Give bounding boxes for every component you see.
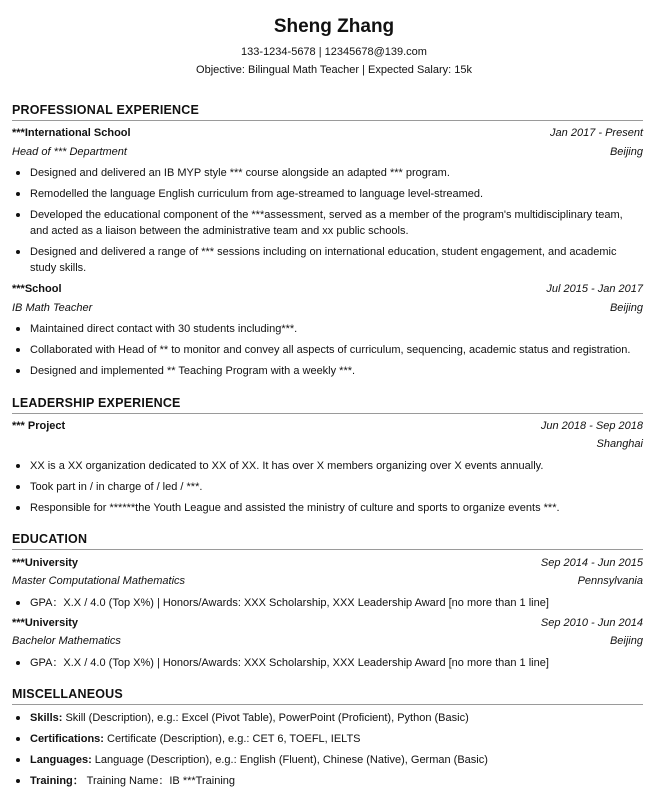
list-item: [12, 321, 643, 337]
bullet-text: Collaborated with Head of ** to monitor and convey all aspects of curriculum, sequencing, academic status and registration.: [30, 344, 631, 356]
bullet-icon: [16, 464, 20, 468]
training-text: Training Name：IB ***Training: [83, 775, 235, 787]
degree-name: Bachelor Mathematics: [12, 635, 121, 647]
list-item: [12, 710, 643, 726]
section-title-professional: PROFESSIONAL EXPERIENCE: [12, 102, 643, 121]
bullet-icon: [16, 250, 20, 254]
list-item: [12, 731, 643, 747]
entry-header: [12, 282, 643, 297]
entry-header: [12, 556, 643, 571]
bullet-text: Remodelled the language English curriculum from age-streamed to language level-streamed.: [30, 188, 484, 200]
bullet-text: Responsible for ******the Youth League and assisted the ministry of culture and sports to organize events ***.: [30, 502, 560, 514]
bullet-icon: [16, 327, 20, 331]
school-name: ***University: [12, 557, 79, 569]
entry-subheader: [12, 437, 643, 452]
bullet-icon: [16, 348, 20, 352]
section-title-education: EDUCATION: [12, 531, 643, 550]
bullet-text: Designed and delivered an IB MYP style *** course alongside an adapted *** program.: [30, 167, 450, 179]
section-title-miscellaneous: MISCELLANEOUS: [12, 686, 643, 705]
bullet-text: Maintained direct contact with 30 students including***.: [30, 323, 298, 335]
bullet-icon: [16, 779, 20, 783]
location: Shanghai: [596, 438, 643, 450]
languages-text: Language (Description), e.g.: English (Fluent), Chinese (Native), German (Basic): [91, 754, 488, 766]
list-item: [12, 500, 643, 516]
bullet-text: Took part in / in charge of / led / ***.: [30, 481, 203, 493]
location: Pennsylvania: [577, 575, 643, 587]
list-item: [12, 479, 643, 495]
certifications-text: Certificate (Description), e.g.: CET 6, TOEFL, IELTS: [103, 733, 361, 745]
degree-name: Master Computational Mathematics: [12, 575, 186, 587]
list-item: [12, 186, 643, 202]
objective-line: Objective: Bilingual Math Teacher | Expected Salary: 15k: [196, 64, 472, 76]
bullet-text: GPA：X.X / 4.0 (Top X%) | Honors/Awards: XXX Scholarship, XXX Leadership Award [no more than 1 line]: [30, 597, 549, 609]
bullet-list: [12, 655, 643, 676]
bullet-text: Developed the educational component of the ***assessment, served as a member of the program's multidisciplinary team, and acted as a liaison between the administrative team and xx public schools.: [30, 209, 623, 237]
bullet-list: [12, 710, 643, 794]
location: Beijing: [609, 146, 643, 158]
bullet-icon: [16, 192, 20, 196]
bullet-text: Designed and implemented ** Teaching Program with a weekly ***.: [30, 365, 356, 377]
list-item: [12, 165, 643, 181]
skills-label: Skills:: [30, 712, 63, 724]
bullet-text: XX is a XX organization dedicated to XX of XX. It has over X members organizing over X events annually.: [30, 460, 544, 472]
bullet-text: GPA：X.X / 4.0 (Top X%) | Honors/Awards: XXX Scholarship, XXX Leadership Award [no more than 1 line]: [30, 657, 549, 669]
date-range: Sep 2014 - Jun 2015: [540, 557, 643, 569]
bullet-icon: [16, 716, 20, 720]
entry-subheader: [12, 301, 643, 316]
organization-name: ***International School: [12, 127, 131, 139]
bullet-icon: [16, 485, 20, 489]
job-title: Head of *** Department: [12, 146, 127, 158]
date-range: Sep 2010 - Jun 2014: [540, 617, 643, 629]
bullet-icon: [16, 506, 20, 510]
candidate-name: Sheng Zhang: [273, 16, 395, 37]
list-item: [12, 773, 643, 789]
bullet-icon: [16, 661, 20, 665]
project-name: *** Project: [12, 420, 66, 432]
school-name: ***University: [12, 617, 79, 629]
training-label: Training：: [30, 775, 84, 787]
location: Beijing: [609, 635, 643, 647]
entry-subheader: [12, 574, 643, 589]
languages-label: Languages:: [30, 754, 92, 766]
list-item: [12, 342, 643, 358]
entry-header: [12, 419, 643, 434]
contact-line: 133-1234-5678 | 12345678@139.com: [241, 46, 427, 58]
entry-header: [12, 616, 643, 631]
list-item: [12, 752, 643, 768]
section-title-leadership: LEADERSHIP EXPERIENCE: [12, 395, 643, 414]
entry-subheader: [12, 634, 643, 649]
list-item: [12, 244, 643, 276]
list-item: [12, 363, 643, 379]
bullet-text: Designed and delivered a range of *** sessions including on international education, student engagement, and academic study skills.: [30, 246, 617, 274]
bullet-icon: [16, 601, 20, 605]
bullet-icon: [16, 171, 20, 175]
date-range: Jan 2017 - Present: [550, 127, 643, 139]
organization-name: ***School: [12, 283, 62, 295]
date-range: Jul 2015 - Jan 2017: [546, 283, 643, 295]
entry-subheader: [12, 145, 643, 160]
list-item: [12, 207, 643, 239]
bullet-icon: [16, 758, 20, 762]
bullet-list: [12, 595, 643, 616]
bullet-list: [12, 458, 643, 521]
job-title: IB Math Teacher: [12, 302, 93, 314]
date-range: Jun 2018 - Sep 2018: [540, 420, 643, 432]
bullet-icon: [16, 369, 20, 373]
list-item: [12, 655, 643, 671]
bullet-icon: [16, 213, 20, 217]
bullet-list: [12, 165, 643, 281]
list-item: [12, 458, 643, 474]
certifications-label: Certifications:: [30, 733, 104, 745]
list-item: [12, 595, 643, 611]
skills-text: Skill (Description), e.g.: Excel (Pivot Table), PowerPoint (Proficient), Python (Basic): [62, 712, 469, 724]
location: Beijing: [609, 302, 643, 314]
bullet-list: [12, 321, 643, 384]
entry-header: [12, 126, 643, 141]
bullet-icon: [16, 737, 20, 741]
